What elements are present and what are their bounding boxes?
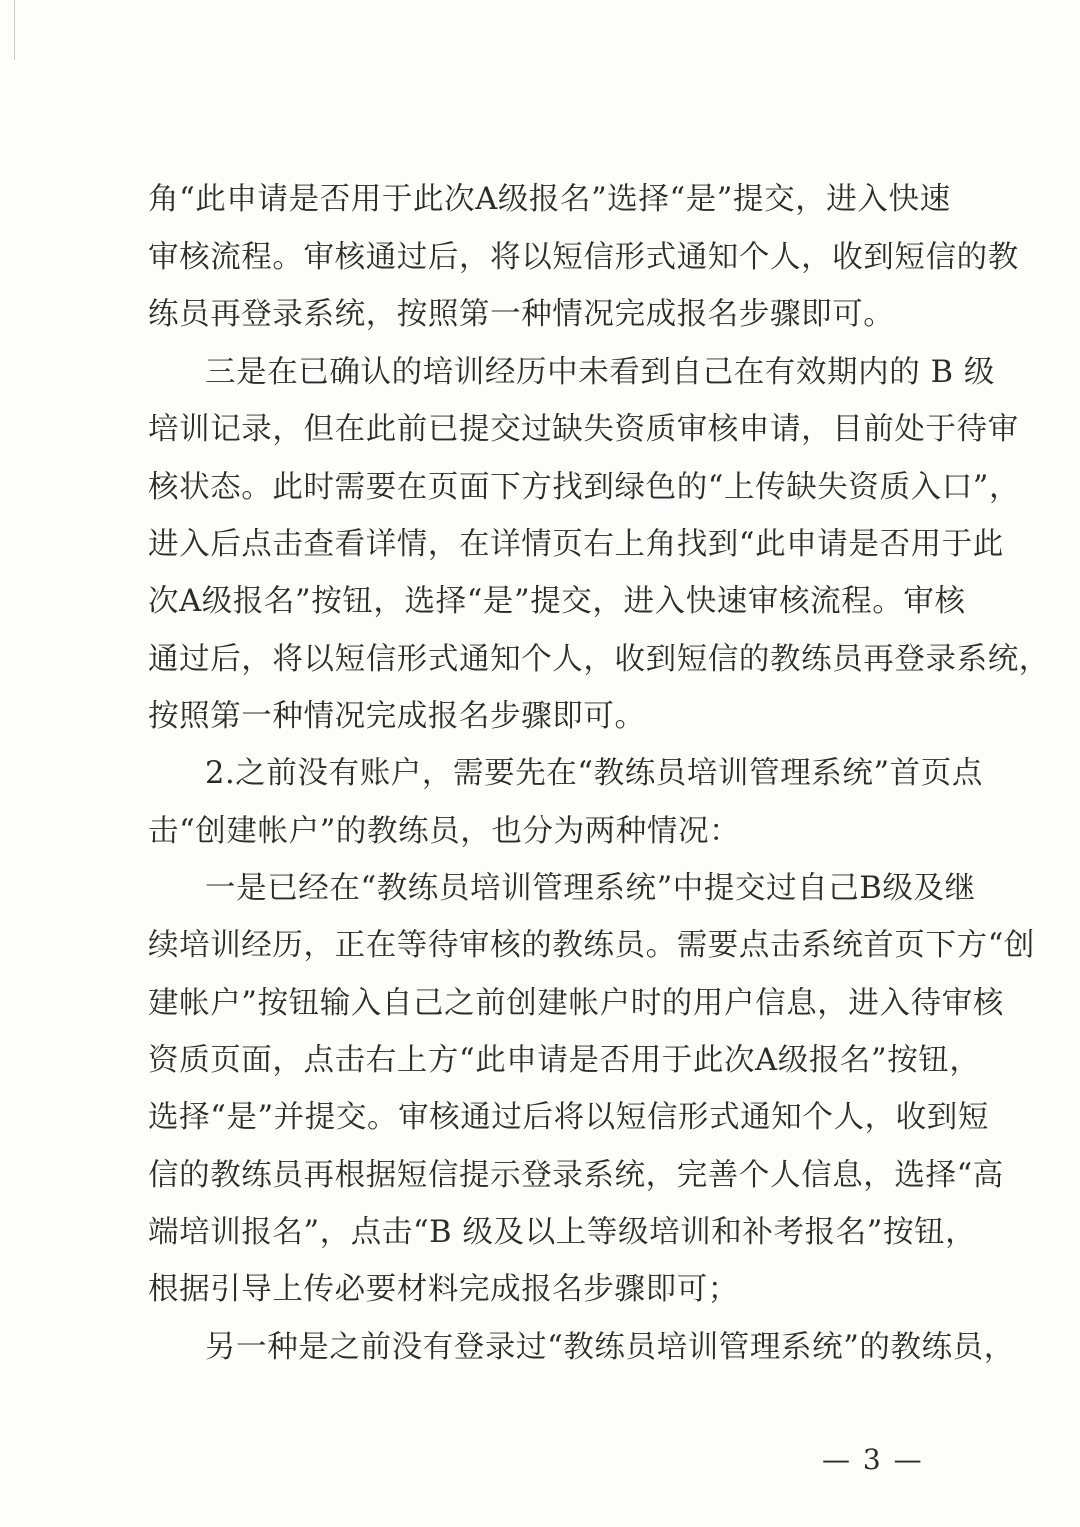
text-line: 资质页面，点击右上方“此申请是否用于此次A级报名”按钮， <box>148 1043 981 1078</box>
text-line: 练员再登录系统，按照第一种情况完成报名步骤即可。 <box>148 297 895 332</box>
text-line: 选择“是”并提交。审核通过后将以短信形式通知个人，收到短 <box>148 1100 989 1135</box>
text-line: 另一种是之前没有登录过“教练员培训管理系统”的教练员， <box>205 1330 1015 1365</box>
text-line: 建帐户”按钮输入自己之前创建帐户时的用户信息，进入待审核 <box>148 986 1004 1021</box>
text-line: 核状态。此时需要在页面下方找到绿色的“上传缺失资质入口”， <box>148 470 1021 505</box>
scan-edge-mark <box>0 0 15 60</box>
text-line: 角“此申请是否用于此次A级报名”选择“是”提交，进入快速 <box>148 182 951 217</box>
text-line: 三是在已确认的培训经历中未看到自己在有效期内的 B 级 <box>205 355 996 390</box>
text-line: 续培训经历，正在等待审核的教练员。需要点击系统首页下方“创 <box>148 928 1035 963</box>
text-line: 按照第一种情况完成报名步骤即可。 <box>148 699 646 734</box>
text-line: 培训记录，但在此前已提交过缺失资质审核申请，目前处于待审 <box>148 412 1019 447</box>
text-line: 信的教练员再根据短信提示登录系统，完善个人信息，选择“高 <box>148 1158 1004 1193</box>
text-line: 次A级报名”按钮，选择“是”提交，进入快速审核流程。审核 <box>148 584 966 619</box>
text-line: 审核流程。审核通过后，将以短信形式通知个人，收到短信的教 <box>148 240 1019 275</box>
text-line: 端培训报名”，点击“B 级及以上等级培训和补考报名”按钮， <box>148 1215 977 1250</box>
text-line: 一是已经在“教练员培训管理系统”中提交过自己B级及继 <box>205 871 976 906</box>
page-number: — 3 — <box>822 1443 924 1476</box>
text-line: 2.之前没有账户，需要先在“教练员培训管理系统”首页点 <box>205 756 983 791</box>
text-line: 通过后，将以短信形式通知个人，收到短信的教练员再登录系统， <box>148 642 1050 677</box>
text-line: 根据引导上传必要材料完成报名步骤即可； <box>148 1272 739 1307</box>
text-line: 击“创建帐户”的教练员，也分为两种情况： <box>148 814 741 849</box>
text-line: 进入后点击查看详情，在详情页右上角找到“此申请是否用于此 <box>148 527 1004 562</box>
